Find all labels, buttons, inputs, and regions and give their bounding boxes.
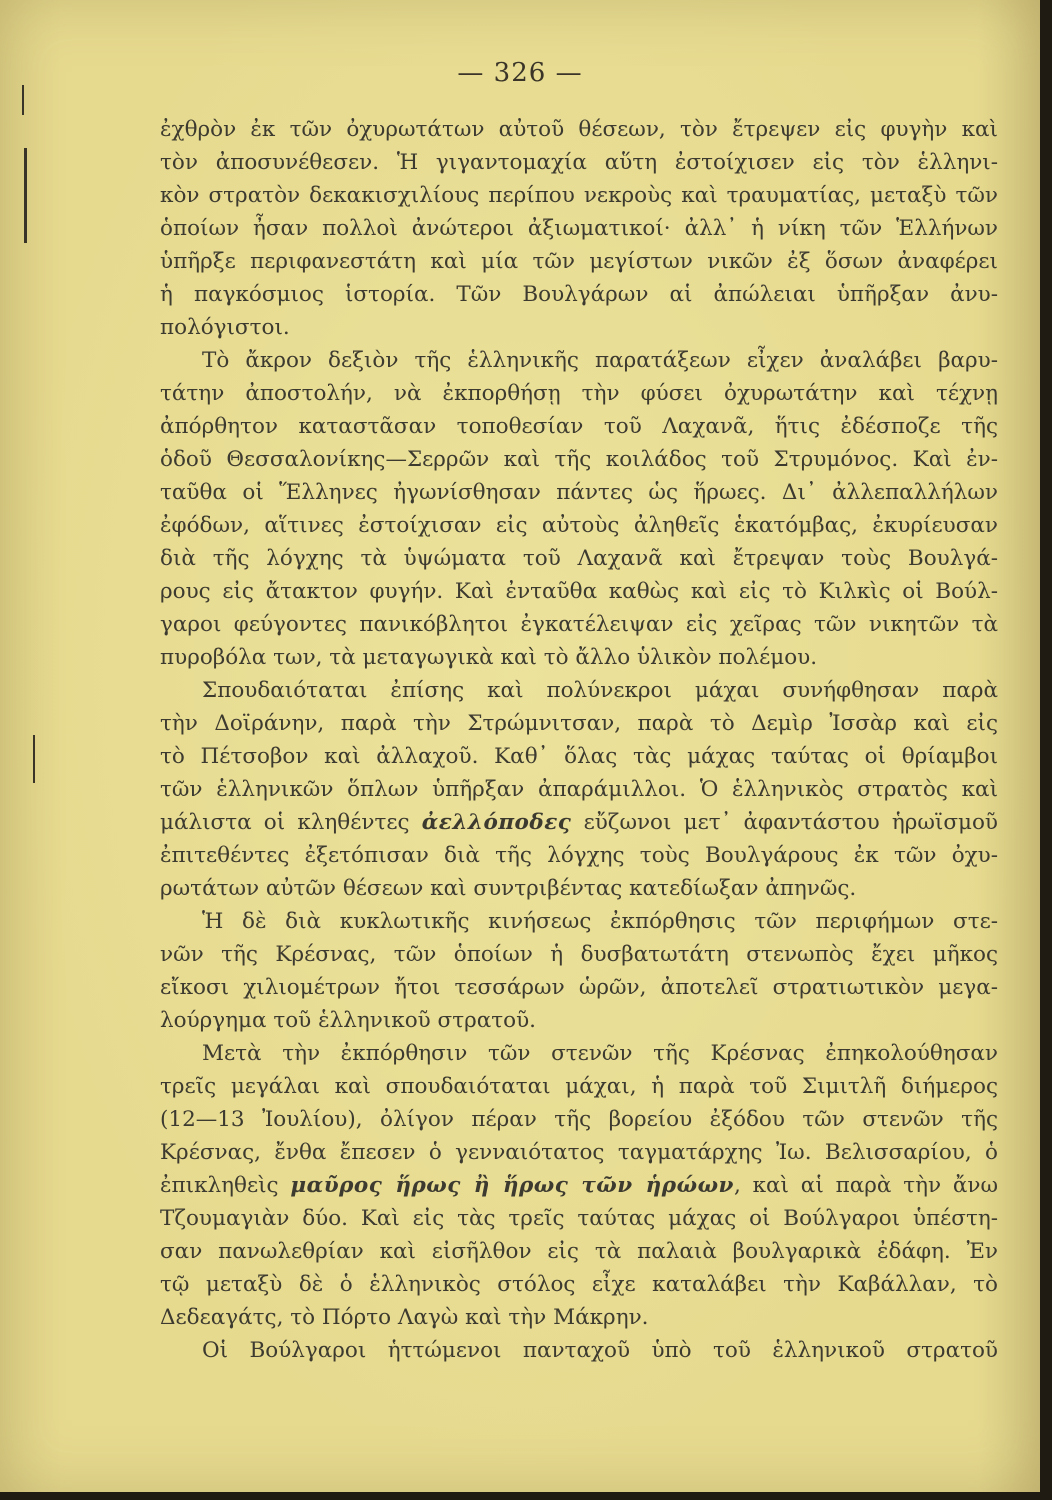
emphasized-phrase: μαῦρος ἥρως ἢ ἥρως τῶν ἡρώων [290,1173,734,1198]
text-line [160,179,998,212]
text-segment: ἐχθρὸν ἐκ τῶν ὀχυρωτάτων αὐτοῦ θέσεων, τὸν ἔτρεψεν εἰς φυγὴν καὶ [160,117,998,142]
text-line [160,1169,998,1202]
text-segment: Σπουδαιόταται ἐπίσης καὶ πολύνεκροι μάχαι συνήφθησαν παρὰ [202,678,998,703]
text-line [160,113,998,146]
text-line [160,1235,998,1268]
text-line [160,740,998,773]
text-line [160,476,998,509]
text-segment: σαν πανωλεθρίαν καὶ εἰσῆλθον εἰς τὰ παλαιὰ βουλγαρικὰ ἐδάφη. Ἐν [160,1239,998,1264]
text-line [160,938,998,971]
text-line [160,773,998,806]
text-segment: πυροβόλα των, τὰ μεταγωγικὰ καὶ τὸ ἄλλο ὑλικὸν πολέμου. [160,645,818,670]
text-segment: τῶν ἑλληνικῶν ὅπλων ὑπῆρξαν ἀπαράμιλλοι. Ὁ ἑλληνικὸς στρατὸς καὶ [160,777,998,802]
text-line [160,1202,998,1235]
text-segment: εὔζωνοι μετ᾽ ἀφαντάστου ἡρωϊσμοῦ [571,810,998,835]
text-segment: , καὶ αἱ παρὰ τὴν ἄνω [733,1173,998,1198]
text-line [160,311,998,344]
text-line [160,245,998,278]
text-line [160,1334,998,1367]
text-line [160,146,998,179]
text-line [160,641,998,674]
text-segment: ἀπόρθητον καταστᾶσαν τοποθεσίαν τοῦ Λαχανᾶ, ἥτις ἐδέσποζε τῆς [160,414,998,439]
emphasized-phrase: ἀελλόποδες [421,810,572,835]
text-line [160,839,998,872]
text-segment: λούργημα τοῦ ἑλληνικοῦ στρατοῦ. [160,1008,537,1033]
text-segment: ὁποίων ἦσαν πολλοὶ ἀνώτεροι ἀξιωματικοί· ἀλλ᾽ ἡ νίκη τῶν Ἑλλήνων [160,216,998,241]
text-line [160,377,998,410]
text-segment: Τζουμαγιὰν δύο. Καὶ εἰς τὰς τρεῖς ταύτας μάχας οἱ Βούλγαροι ὑπέστη- [160,1206,998,1231]
text-segment: τάτην ἀποστολήν, νὰ ἐκπορθήσῃ τὴν φύσει ὀχυρωτάτην καὶ τέχνῃ [160,381,998,406]
text-segment: (12—13 Ἰουλίου), ὀλίγον πέραν τῆς βορείου ἐξόδου τῶν στενῶν τῆς [160,1107,998,1132]
text-segment: τὴν Δοϊράνην, παρὰ τὴν Στρώμνιτσαν, παρὰ τὸ Δεμὶρ Ἰσσὰρ καὶ εἰς [160,711,998,736]
text-line [160,806,998,839]
text-segment: ρους εἰς ἄτακτον φυγήν. Καὶ ἐνταῦθα καθὼς καὶ εἰς τὸ Κιλκὶς οἱ Βούλ- [160,579,998,604]
text-line [160,1268,998,1301]
text-line [160,608,998,641]
text-segment: κὸν στρατὸν δεκακισχιλίους περίπου νεκροὺς καὶ τραυματίας, μεταξὺ τῶν [160,183,998,208]
text-segment: Τὸ ἄκρον δεξιὸν τῆς ἑλληνικῆς παρατάξεων εἶχεν ἀναλάβει βαρυ- [202,348,998,373]
text-line [160,1070,998,1103]
text-segment: ὑπῆρξε περιφανεστάτη καὶ μία τῶν μεγίστων νικῶν ἐξ ὅσων ἀναφέρει [160,249,998,274]
text-segment: ἐπιτεθέντες ἐξετόπισαν διὰ τῆς λόγχης τοὺς Βουλγάρους ἐκ τῶν ὀχυ- [160,843,998,868]
text-line [160,1004,998,1037]
text-segment: τρεῖς μεγάλαι καὶ σπουδαιόταται μάχαι, ἡ παρὰ τοῦ Σιμιτλῆ διήμερος [160,1074,998,1099]
text-segment: τὸ Πέτσοβον καὶ ἀλλαχοῦ. Καθ᾽ ὅλας τὰς μάχας ταύτας οἱ θρίαμβοι [160,744,998,769]
text-segment: πολόγιστοι. [160,315,290,340]
text-segment: Μετὰ τὴν ἐκπόρθησιν τῶν στενῶν τῆς Κρέσνας ἐπηκολούθησαν [202,1041,998,1066]
text-segment: Δεδεαγάτς, τὸ Πόρτο Λαγὼ καὶ τὴν Μάκρην. [160,1305,649,1330]
text-segment: ἐφόδων, αἵτινες ἐστοίχισαν εἰς αὐτοὺς ἀληθεῖς ἑκατόμβας, ἐκυρίευσαν [160,513,998,538]
text-line [160,872,998,905]
text-line [160,443,998,476]
text-segment: Κρέσνας, ἔνθα ἔπεσεν ὁ γενναιότατος ταγματάρχης Ἰω. Βελισσαρίου, ὁ [160,1140,998,1165]
page-number: — 326 — [457,58,583,88]
text-line [160,1037,998,1070]
text-line [160,1136,998,1169]
text-segment: Ἡ δὲ διὰ κυκλωτικῆς κινήσεως ἐκπόρθησις τῶν περιφήμων στε- [202,909,998,934]
text-line [160,575,998,608]
text-line [160,212,998,245]
body-text [160,113,998,1367]
text-segment: τὸν ἀποσυνέθεσεν. Ἡ γιγαντομαχία αὕτη ἐστοίχισεν εἰς τὸν ἑλληνι- [160,150,998,175]
text-line [160,344,998,377]
margin-pencil-mark [22,85,24,115]
text-line [160,1103,998,1136]
text-segment: νῶν τῆς Κρέσνας, τῶν ὁποίων ἡ δυσβατωτάτη στενωπὸς ἔχει μῆκος [160,942,998,967]
text-line [160,905,998,938]
text-line [160,971,998,1004]
text-segment: Οἱ Βούλγαροι ἡττώμενοι πανταχοῦ ὑπὸ τοῦ ἑλληνικοῦ στρατοῦ [202,1338,998,1363]
margin-pencil-mark [33,735,35,783]
text-line [160,674,998,707]
margin-pencil-mark [24,148,27,243]
text-segment: γαροι φεύγοντες πανικόβλητοι ἐγκατέλειψαν εἰς χεῖρας τῶν νικητῶν τὰ [160,612,998,637]
text-line [160,542,998,575]
text-line [160,278,998,311]
text-line [160,1301,998,1334]
text-segment: ἡ παγκόσμιος ἱστορία. Τῶν Βουλγάρων αἱ ἀπώλειαι ὑπῆρξαν ἀνυ- [160,282,998,307]
text-segment: διὰ τῆς λόγχης τὰ ὑψώματα τοῦ Λαχανᾶ καὶ ἔτρεψαν τοὺς Βουλγά- [160,546,998,571]
text-segment: ταῦθα οἱ Ἕλληνες ἠγωνίσθησαν πάντες ὡς ἥρωες. Δι᾽ ἀλλεπαλλήλων [160,480,998,505]
text-line [160,707,998,740]
text-segment: ὁδοῦ Θεσσαλονίκης—Σερρῶν καὶ τῆς κοιλάδος τοῦ Στρυμόνος. Καὶ ἐν- [160,447,998,472]
text-segment: ἐπικληθεὶς [160,1173,291,1198]
text-segment: ρωτάτων αὐτῶν θέσεων καὶ συντριβέντας κατεδίωξαν ἀπηνῶς. [160,876,857,901]
text-segment: μάλιστα οἱ κληθέντες [160,810,422,835]
text-segment: τῷ μεταξὺ δὲ ὁ ἑλληνικὸς στόλος εἶχε καταλάβει τὴν Καβάλλαν, τὸ [160,1272,998,1297]
text-line [160,509,998,542]
text-line [160,410,998,443]
text-segment: εἴκοσι χιλιομέτρων ἤτοι τεσσάρων ὡρῶν, ἀποτελεῖ στρατιωτικὸν μεγα- [160,975,998,1000]
